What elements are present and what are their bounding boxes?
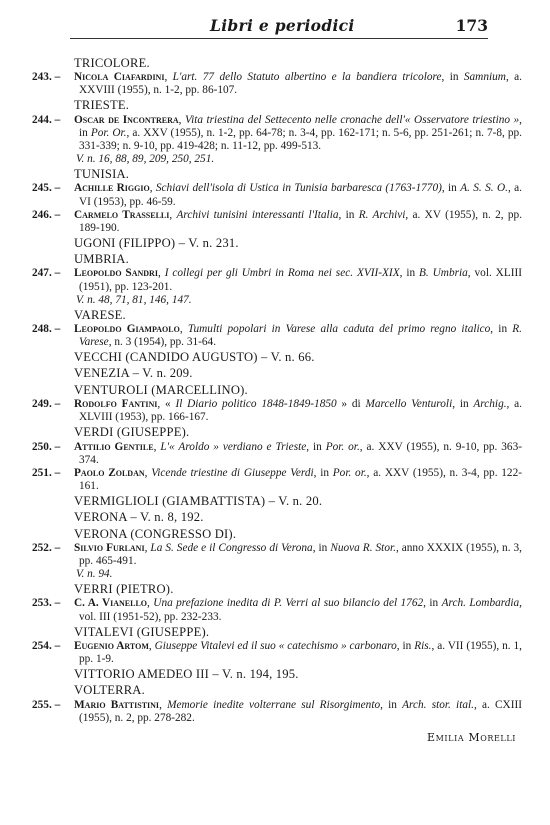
entry-detail: , anno XXXIX (1955), n. 3, pp. 465-491. (79, 541, 522, 567)
entry-detail: , in (313, 466, 333, 479)
section-heading: VERDI (GIUSEPPE). (74, 425, 190, 440)
entry-number: 248. – (32, 323, 61, 335)
entry-author: Nicola Ciafardini (74, 71, 165, 84)
entry-detail: , a. XXV (1955), n. 1-2, pp. 64-78; n. 3-4, pp. 162-171; n. 5-6, pp. 251-261; n. 7-8, pp. 331-339; n. 9-10, pp. 419-428; n. 11-12, pp. 499-513. (79, 126, 522, 152)
entry-text (74, 640, 522, 666)
entry-title: Archivi tunisini interessanti l'Italia (176, 208, 339, 221)
entry-detail: , in (79, 113, 522, 139)
entry-text (74, 114, 522, 153)
bibliography-entry (32, 699, 522, 725)
bibliography-entry (32, 182, 522, 208)
section-heading: UMBRIA. (74, 252, 129, 267)
entry-detail: , vol. III (1951-52), pp. 232-233. (79, 597, 522, 623)
entry-author: Attilio Gentile (74, 440, 154, 453)
section-heading: TRIESTE. (74, 98, 130, 113)
section-heading: VITTORIO AMEDEO III – V. n. 194, 195. (74, 667, 299, 682)
entry-detail: , a. XXV (1955), n. 9-10, pp. 363-374. (79, 440, 522, 466)
entry-detail: , (178, 113, 186, 126)
page-number: 173 (455, 16, 488, 35)
bibliography-entry (32, 323, 522, 349)
entry-title: L'« Aroldo » verdiano e Trieste (160, 440, 307, 453)
section-heading: TRICOLORE. (74, 56, 150, 70)
section-heading: VERMIGLIOLI (GIAMBATTISTA) – V. n. 20. (74, 493, 323, 508)
entry-title: Memorie inedite volterrane sul Risorgimento (167, 698, 381, 711)
entry-detail: , (169, 208, 177, 221)
entry-text (74, 209, 522, 235)
entry-title: Samnium (463, 71, 506, 84)
entry-number: 255. – (32, 698, 61, 711)
entry-author: Carmelo Trasselli (74, 208, 170, 221)
entry-number: 245. – (32, 182, 61, 195)
entry-detail: , (159, 698, 168, 711)
entry-detail: , in (338, 208, 359, 221)
entry-detail: , in (380, 698, 403, 711)
page-header (70, 14, 488, 39)
entry-title: Por. or. (332, 466, 367, 479)
entry-detail: , a. CXIII (1955), n. 2, pp. 278-282. (79, 698, 522, 724)
entry-title: Vicende triestine di Giuseppe Verdi (151, 466, 314, 479)
entry-text (74, 267, 522, 293)
entry-title: Ris. (414, 639, 432, 652)
entry-detail: , a. XLVIII (1953), pp. 166-167. (79, 398, 522, 424)
entry-title: A. S. S. O. (460, 182, 508, 195)
entry-title: Nuova R. Stor. (330, 541, 396, 554)
section-heading: VERONA (CONGRESSO DI). (74, 526, 237, 541)
entry-detail: , (164, 71, 173, 84)
entry-detail: , in (423, 597, 442, 610)
entry-detail: , vol. XLIII (1951), pp. 123-201. (79, 267, 523, 293)
entry-title: Giuseppe Vitalevi ed il suo « catechismo » carbonaro (154, 639, 397, 652)
entry-text (74, 441, 522, 467)
entry-author: Leopoldo Giampaolo (74, 323, 180, 335)
entry-title: Por. or. (325, 440, 360, 453)
author-signature: Emilia Morelli (427, 731, 516, 744)
entry-text (74, 597, 522, 623)
entry-detail: , (144, 541, 151, 554)
entry-detail: , in (441, 182, 461, 195)
entry-title: R. Varese (79, 323, 523, 349)
bibliography-entry (32, 267, 522, 293)
entry-title: Arch. stor. ital. (402, 698, 474, 711)
entry-number: 252. – (32, 541, 61, 554)
entry-detail: , a. VI (1953), pp. 46-59. (79, 182, 522, 208)
entry-detail: , a. VII (1955), n. 1, pp. 1-9. (79, 639, 523, 665)
bibliography-entry (32, 209, 522, 235)
entry-text (74, 182, 522, 208)
bibliography-entry (32, 467, 522, 493)
bibliography-entry (32, 542, 522, 568)
section-heading: VARESE. (74, 307, 126, 322)
entry-number: 250. – (32, 440, 61, 453)
entry-number: 247. – (32, 267, 61, 280)
section-heading: VECCHI (CANDIDO AUGUSTO) – V. n. 66. (74, 350, 315, 365)
entry-title: R. Archivi (358, 208, 406, 221)
entry-title: I collegi per gli Umbri in Roma nei sec. XVII-XIX (164, 267, 400, 280)
entry-author: Rodolfo Fantini (74, 398, 158, 411)
bibliography-entry (32, 71, 522, 97)
signature-block (32, 729, 522, 744)
entry-author: Achille Riggio (74, 182, 150, 195)
entry-title: Schiavi dell'isola di Ustica in Tunisia barbaresca (1763-1770) (155, 182, 442, 195)
entry-detail: , n. 3 (1954), pp. 31-64. (108, 336, 217, 349)
entry-text (74, 699, 522, 725)
entry-title: Una prefazione inedita di P. Verri al suo bilancio del 1762 (153, 597, 424, 610)
entry-number: 246. – (32, 208, 61, 221)
entry-title: Arch. Lombardia (441, 597, 520, 610)
section-heading: VITALEVI (GIUSEPPE). (74, 624, 210, 639)
entry-detail: , a. XV (1955), n. 2, pp. 189-190. (79, 208, 523, 234)
cross-reference: V. n. 48, 71, 81, 146, 147. (76, 293, 192, 306)
entry-number: 249. – (32, 398, 61, 411)
section-heading: VENEZIA – V. n. 209. (74, 366, 193, 381)
entry-detail: , (157, 267, 165, 280)
entry-detail: , a. XXV (1955), n. 3-4, pp. 122-161. (79, 466, 522, 492)
entry-text (74, 71, 522, 97)
bibliography-body (32, 55, 522, 725)
entry-detail: , in (399, 267, 420, 280)
entry-detail: , « (157, 398, 176, 411)
entry-title: Archig. (473, 398, 507, 411)
section-heading: TUNISIA. (74, 167, 130, 182)
entry-text (74, 398, 522, 424)
bibliography-entry (32, 640, 522, 666)
entry-detail: , in (312, 541, 331, 554)
entry-author: Mario Battistini (74, 698, 160, 711)
entry-detail: , (148, 639, 155, 652)
entry-author: Eugenio Artom (74, 639, 149, 652)
entry-text (74, 542, 522, 568)
bibliography-entry (32, 398, 522, 424)
entry-detail: , (144, 466, 152, 479)
entry-detail: , in (306, 440, 326, 453)
entry-number: 254. – (32, 639, 61, 652)
bibliography-entry (32, 441, 522, 467)
entry-author: Leopoldo Sandri (74, 267, 158, 280)
entry-author: Oscar de Incontrera (74, 113, 179, 126)
cross-reference: V. n. 16, 88, 89, 209, 250, 251. (76, 153, 215, 166)
entry-detail: , a. XXVIII (1955), n. 1-2, pp. 86-107. (79, 71, 522, 97)
entry-number: 251. – (32, 466, 61, 479)
entry-text (74, 467, 522, 493)
entry-number: 243. – (32, 71, 61, 84)
entry-author: Silvio Furlani (74, 541, 145, 554)
entry-detail: , in (396, 639, 415, 652)
entry-author: Paolo Zoldan (74, 466, 145, 479)
entry-detail: , (153, 440, 161, 453)
entry-title: La S. Sede e il Congresso di Verona (150, 541, 313, 554)
entry-title: B. Umbria (419, 267, 468, 280)
entry-number: 253. – (32, 597, 61, 610)
entry-title: Il Diario politico 1848-1849-1850 (175, 398, 337, 411)
entry-detail: , in (452, 398, 474, 411)
entry-title: Vita triestina del Settecento nelle cronache dell'« Osservatore triestino » (185, 113, 520, 126)
entry-detail: , in (441, 71, 464, 84)
entry-number: 244. – (32, 113, 61, 126)
entry-title: Por. Or. (90, 126, 127, 139)
section-heading: VOLTERRA. (74, 683, 145, 698)
entry-detail: , (149, 182, 156, 195)
entry-title: Marcello Venturoli (365, 398, 453, 411)
running-title: Libri e periodici (210, 16, 355, 35)
entry-detail: » di (336, 398, 366, 411)
section-heading: VERRI (PIETRO). (74, 582, 174, 597)
entry-text (74, 323, 522, 349)
entry-detail: , in (490, 323, 513, 335)
bibliography-entry (32, 597, 522, 623)
entry-detail: , (147, 597, 154, 610)
entry-detail: , (179, 323, 188, 335)
entry-title: Tumulti popolari in Varese alla caduta del primo regno italico (187, 323, 491, 335)
entry-author: C. A. Vianello (74, 597, 148, 610)
cross-reference: V. n. 94. (76, 568, 113, 581)
section-heading: UGONI (FILIPPO) – V. n. 231. (74, 235, 239, 250)
bibliography-entry (32, 114, 522, 153)
entry-title: L'art. 77 dello Statuto albertino e la bandiera tricolore (172, 71, 442, 84)
section-heading: VENTUROLI (MARCELLINO). (74, 382, 248, 397)
section-heading: VERONA – V. n. 8, 192. (74, 510, 204, 525)
